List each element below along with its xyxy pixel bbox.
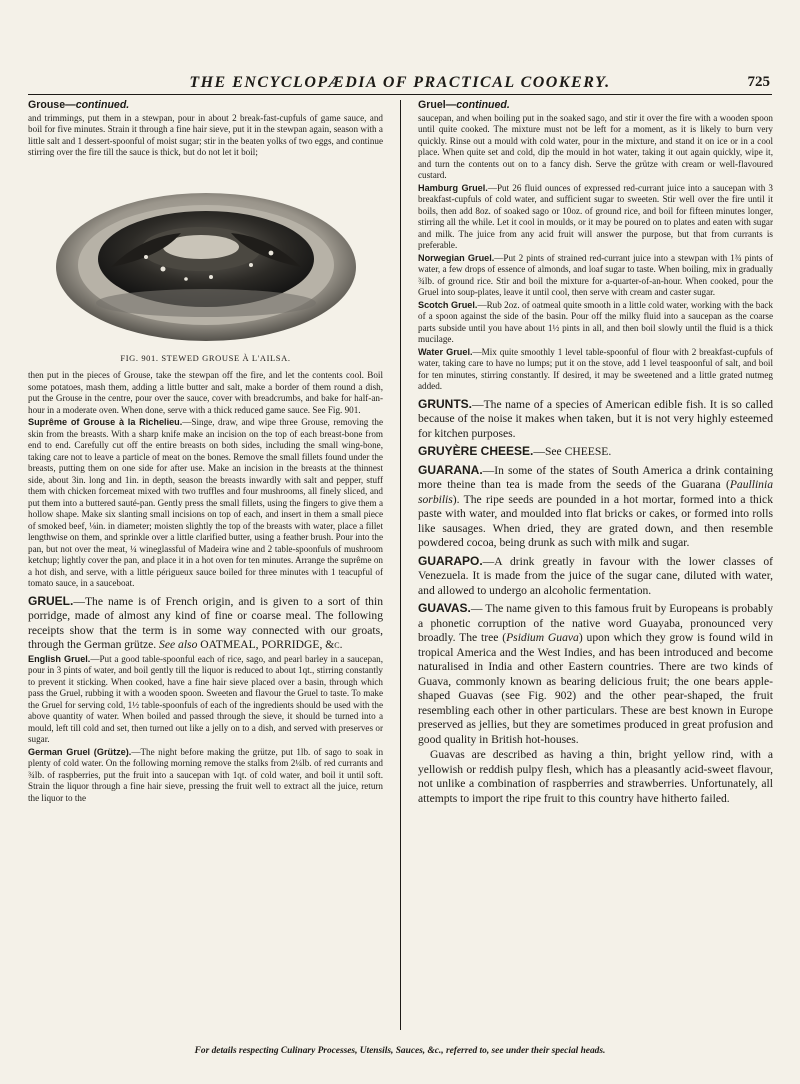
paragraph: and trimmings, put them in a stewpan, pour in about 2 break-fast-cupfuls of game sauce, and boil for five minutes. Strain it through a fine hair sieve, put it in the stewpan again, season with a little salt and 1 dessert-spoonful of moist sugar; stir in the beaten yolks of two eggs, and continue stirring over the fire till the sauce is thick, but do not let it boil;	[28, 112, 383, 157]
entry-water-gruel: Water Gruel.—Mix quite smoothly 1 level table-spoonful of flour with 2 breakfast-cupfuls of water, taking care to have no lumps; put it on the stove, add 1 level teaspoonful of salt, and boil for ten minutes, stirring constantly. If desired, it may be sweetened and a little grated nutmeg added.	[418, 346, 773, 391]
entry-guarana: GUARANA.—In some of the states of South America a drink containing more theine than tea is made from the seeds of the Guarana (Paullinia sorbilis). The ripe seeds are pounded in a hot mortar, formed into a thick paste with water, and moulded into flat bricks or cakes, or formed into rolls like sausages. When dried, they are grated down, and then resemble powdered cocoa, being drunk as such with milk and sugar.	[418, 462, 773, 549]
entry-scotch-gruel: Scotch Gruel.—Rub 2oz. of oatmeal quite smooth in a little cold water, working with the back of a spoon against the side of the basin. Pour off the milky fluid into a saucepan as the coarse parts subside until you have about 1½ pints in all, and then boil slowly until the fluid is a thick mucilage.	[418, 299, 773, 344]
figure-901	[28, 167, 383, 349]
figure-caption: FIG. 901. STEWED GROUSE À L'AILSA.	[120, 352, 291, 363]
left-column	[28, 100, 383, 805]
entry-gruel: GRUEL.—The name is of French origin, and is given to a sort of thin porridge, made of almost any kind of fine or coarse meal. The following receipts show that the term is in some way connected with our groats, through the German grütze. See also OATMEAL, PORRIDGE, &c.	[28, 593, 383, 651]
continued-heading: Grouse—continued.	[28, 99, 130, 111]
entry-norwegian-gruel: Norwegian Gruel.—Put 2 pints of strained red-currant juice into a stewpan with 1¾ pints of water, a few drops of essence of almonds, and loaf sugar to taste. When boiling, mix in gradually ¾lb. of ground rice. Stir and boil the mixture for a-quarter-of-an-hour. When cooked, pour the Gruel into soup-plates, leave it until cool, then serve with cream and caster sugar.	[418, 252, 773, 297]
paragraph: then put in the pieces of Grouse, take the stewpan off the fire, and let the contents cool. Boil some potatoes, mash them, adding a little butter and salt, make a border of them round a dish, put the Grouse in the centre, pour over the sauce, cover with breadcrumbs, and bake for half-an-hour in a moderate oven. When done, serve with a thick reduced game sauce. See Fig. 901.	[28, 370, 383, 415]
entry-supreme: Suprême of Grouse à la Richelieu.—Singe, draw, and wipe three Grouse, removing the skin from the breasts. With a sharp knife make an incision on the top of each breast-bone from end to end. Carefully cut off the entire breasts on both sides, including the small wing-bone, taking care not to leave a particle of meat on the bones. Remove the small fillets found under the breasts, putting them on one side for after use. Make an incision in the breasts at the thinnest side, about 3in. long and 1in. in depth, season the breasts inwardly with salt and pepper, stuff them with chicken forcemeat mixed with two truffles and four mushrooms, all finely sliced, and put them into a buttered sauté-pan. Gently press the small fillets, using the fingers to give them a hollow shape. Make six slanting small incisions on top of each, and insert in them a small piece of smoked beef, ⅛in. in diameter; moisten slightly the top of the breasts with water, place a fillet lengthwise on them, and sprinkle over a little clarified butter, using a feather brush. Pour into the pan, but not over the meat, ¼ wineglassful of Madeira wine and 2 table-spoonfuls of mushroom ketchup; lightly cover the pan, and place it in a hot oven for ten minutes. Arrange the suprême on a hot dish, and serve, with a little périgueux sauce boiled for three minutes with 1 teacupful of tomato sauce, in a sauceboat.	[28, 417, 383, 588]
entry-guavas: GUAVAS.— The name given to this famous fruit by Europeans is probably a phonetic corruption of the native word Guayaba, pronounced very broadly. The tree (Psidium Guava) upon which they grow is found wild in tropical America and the West Indies, and has been introduced and become naturalised in India and other Eastern countries. There are two kinds of Guava, commonly known as bearing delicious fruit; the one bears apple-shaped Guavas (see Fig. 902) and the other pear-shaped, the fruit resembling each other in other particulars. These are best known in Europe preserved as jellies, but they are sometimes produced in great profusion and good quality in British hot-houses.	[418, 601, 774, 746]
running-header	[28, 74, 772, 95]
paragraph: saucepan, and when boiling put in the soaked sago, and stir it over the fire with a wooden spoon until quite cooked. The mixture must not be left for a moment, as it is likely to burn very quickly. Rinse out a mould with cold water, pour in the mixture, and stand it on ice or in a cool place. When quite set and cold, dip the mould in hot water, taking it out again quickly, wipe it, and turn the contents out on to a fancy dish. Serve the grütze with cream or well-flavoured custard.	[418, 112, 773, 180]
page-title: THE ENCYCLOPÆDIA OF PRACTICAL COOKERY.	[189, 74, 611, 91]
continued-heading: Gruel—continued.	[418, 99, 510, 111]
entry-grunts: GRUNTS.—The name of a species of American edible fish. It is so called because of the noise it makes when taken, but it is not very highly esteemed for kitchen purposes.	[418, 396, 773, 440]
right-column	[418, 100, 773, 807]
column-divider	[400, 100, 401, 1030]
footer-note: For details respecting Culinary Processes, Utensils, Sauces, &c., referred to, see under their special heads.	[194, 1046, 606, 1056]
entry-hamburg-gruel: Hamburg Gruel.—Put 26 fluid ounces of expressed red-currant juice into a saucepan with 3 breakfast-cupfuls of cold water, and sufficient sugar to sweeten. Stir well over the fire until it boils, then add 8oz. of soaked sago or 10oz. of ground rice, and boil for fifteen minutes longer, stirring all the while. Let it cool in moulds, or it may be poured on to plates and eaten with sugar and milk. The juice from any acid fruit will answer the purpose, but that from currants is preferable.	[418, 182, 773, 250]
entry-gruyere: GRUYÈRE CHEESE.—See CHEESE.	[418, 444, 612, 458]
stewed-grouse-illustration	[51, 167, 361, 349]
entry-guarapo: GUARAPO.—A drink greatly in favour with the lower classes of Venezuela. It is made from the juice of the sugar cane, diluted with water, and allowed to undergo an alcoholic fermentation.	[418, 553, 773, 597]
entry-english-gruel: English Gruel.—Put a good table-spoonful each of rice, sago, and pearl barley in a saucepan, pour in 3 pints of water, and boil gently till the liquor is reduced to about 1qt., stirring constantly to prevent it sticking. When cooked, have a fine hair sieve placed over a basin, through which pass the Gruel, rubbing it with a wooden spoon. Sweeten and flavour the Gruel to taste. To make the Gruel for serving cold, 1½ table-spoonfuls of each of the ingredients should be used with the above quantity of water. When boiled and passed through the sieve, it should be turned into a mould, left till cold and set, then turned out like a jelly on to a dish, and served with preserves or sugar.	[28, 653, 383, 744]
page-number: 725	[747, 74, 770, 90]
paragraph: Guavas are described as having a thin, bright yellow rind, with a yellowish or reddish pulpy flesh, which has a pleasantly acid-sweet flavour, not unlike a combination of raspberries and strawberries. Unfortunately, all attempts to import the ripe fruit to this country have hitherto failed.	[418, 748, 773, 805]
entry-german-gruel: German Gruel (Grütze).—The night before making the grütze, put 1lb. of sago to soak in plenty of cold water. On the following morning remove the stalks from 2¼lb. of red currants and ¾lb. of raspberries, put the fruit into a saucepan with 1qt. of cold water, and boil it until soft. Strain the liquor through a fine hair sieve, pressing the fruit well to extract all the juice, return the liquor to the	[28, 746, 384, 803]
